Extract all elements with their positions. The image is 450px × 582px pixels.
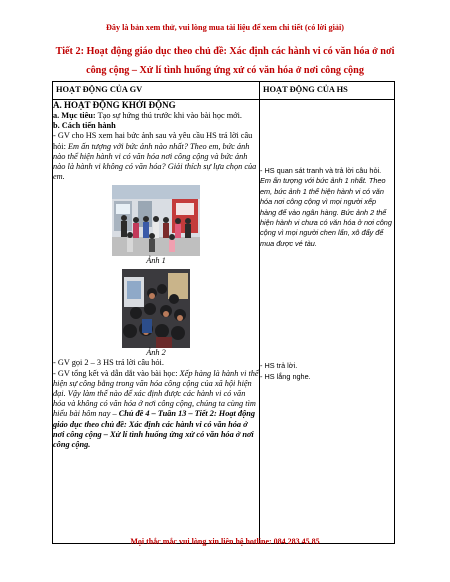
- ticket-crowd-photo: [122, 269, 190, 348]
- goal-text: Tạo sự hứng thú trước khi vào bài học mới.: [95, 111, 242, 120]
- header-teacher-activity: HOẠT ĐỘNG CỦA GV: [53, 82, 260, 100]
- lesson-title: [30, 42, 420, 80]
- student-observe-text: - HS quan sát tranh và trả lời câu hỏi.: [260, 166, 382, 175]
- teacher-activity-cell: [53, 100, 260, 544]
- student-answer-text: Em ấn tượng với bức ảnh 1 nhất. Theo em, bức ảnh 1 thể hiện hành vi có văn hóa nơi công cộng vì mọi người xếp hàng để vào ngân hàng. Bức ảnh 2 thể hiện hành vi chưa có văn hóa ở nơi công cộng vì mọi người chen lấn, xô đẩy để mua được vé tàu.: [260, 176, 392, 248]
- photo-1-caption: Ảnh 1: [146, 256, 166, 266]
- table-header-row: [53, 82, 395, 100]
- preview-notice: Đây là bản xem thử, vui lòng mua tài liệu để xem chi tiết (có lời giải): [105, 23, 344, 32]
- goal-paragraph: [53, 111, 259, 121]
- goal-label: a. Mục tiêu:: [53, 111, 96, 120]
- summary-paragraph: [53, 369, 259, 451]
- method-label: b. Cách tiến hành: [53, 121, 116, 131]
- hotline-notice: Mọi thắc mắc vui lòng xin liên hệ hotline: 084 283 45 85: [130, 537, 320, 546]
- table-body-row: [53, 100, 395, 544]
- photo-1-block: [53, 185, 259, 266]
- lesson-title-line1: Tiết 2: Hoạt động giáo dục theo chủ đề: Xác định các hành vi có văn hóa ở nơi: [55, 46, 395, 57]
- student-listen-text: - HS lắng nghe.: [260, 371, 311, 381]
- summary-intro: - GV tổng kết và dẫn dắt vào bài học:: [53, 368, 180, 378]
- photo-2-caption: Ảnh 2: [146, 348, 166, 358]
- student-activity-cell: [260, 100, 395, 544]
- photo-2-block: [53, 269, 259, 358]
- section-heading: A. HOẠT ĐỘNG KHỞI ĐỘNG: [53, 100, 176, 110]
- summary-italic: Xếp hàng là hành vi thể hiện sự công bằng trong văn hóa công cộng của xã hội hiện đại. Vậy làm thế nào để xác định được các hành vi có văn hóa và không có văn hóa ở nơi công cộng, chúng ta cùng tìm hiểu bài hôm nay –: [53, 368, 259, 419]
- lesson-title-line2: công cộng – Xử lí tình huống ứng xử có văn hóa ở nơi công cộng: [86, 65, 364, 76]
- activity-table: [52, 81, 395, 544]
- student-reply-text: - HS trả lời.: [260, 361, 298, 371]
- summary-lesson-title: Chủ đề 4 – Tuần 13 – Tiết 2: Hoạt động giáo dục theo chủ đề: Xác định các hành vi có văn hóa ở nơi công cộng – Xử lí tình huống ứng xử có văn hóa ở nơi công cộng.: [53, 409, 255, 450]
- task-question: Em ấn tượng với bức ảnh nào nhất? Theo em, bức ảnh nào thể hiện hành vi có văn hóa nơi công cộng và bức ảnh nào là hành vi không có văn hóa? Giải thích sự lựa chọn của em.: [53, 141, 257, 182]
- call-students-text: - GV gọi 2 – 3 HS trả lời câu hỏi.: [53, 358, 164, 368]
- task-text: - GV cho HS xem hai bức ảnh sau và yêu cầu HS trả lời câu hỏi:: [53, 131, 253, 151]
- header-student-activity: HOẠT ĐỘNG CỦA HS: [260, 82, 395, 100]
- task-paragraph: [53, 131, 259, 182]
- bank-queue-photo: [112, 185, 200, 256]
